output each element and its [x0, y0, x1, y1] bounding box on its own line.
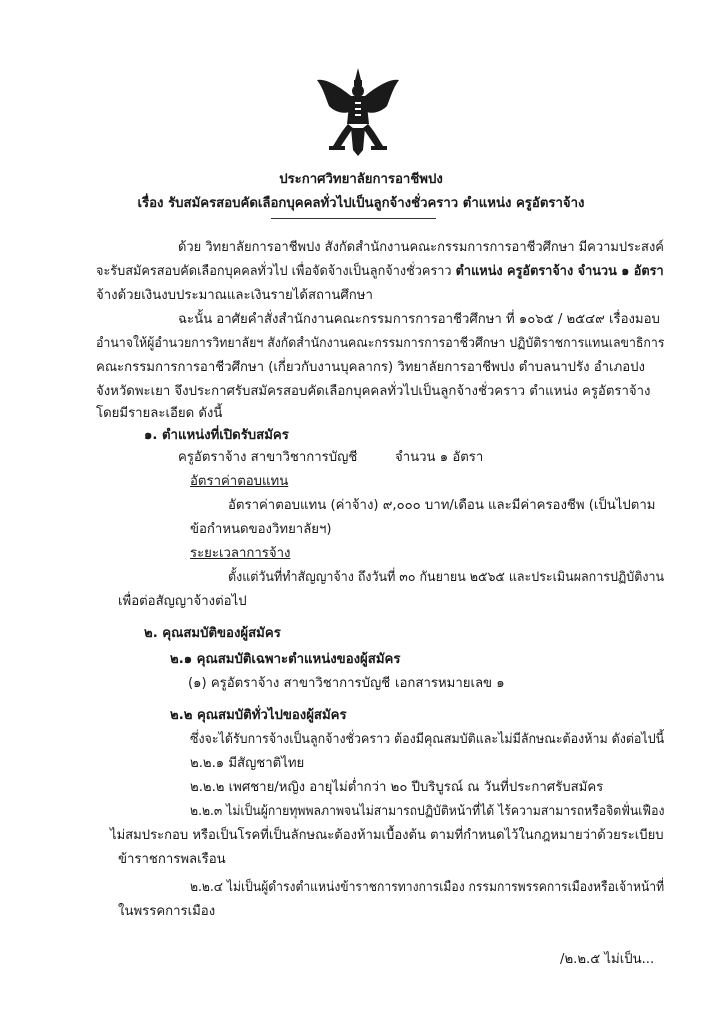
qualification-item-1: ๒.๒.๑ มีสัญชาติไทย [190, 756, 305, 771]
employment-period-line-2: เพื่อต่อสัญญาจ้างต่อไป [118, 594, 247, 609]
pay-rate-title: อัตราค่าตอบแทน [190, 474, 289, 489]
section-2-1-document: เอกสารหมายเลข ๑ [395, 676, 505, 691]
section-2-2-title: ๒.๒ คุณสมบัติทั่วไปของผู้สมัคร [170, 708, 347, 723]
authority-line-2: อำนาจให้ผู้อำนวยการวิทยาลัยฯ สังกัดสำนักงานคณะกรรมการการอาชีวศึกษา ปฏิบัติราชการแทนเลขาธิการ [96, 336, 665, 351]
employment-period-title: ระยะเวลาการจ้าง [190, 546, 291, 561]
position-count: จำนวน ๑ อัตรา [395, 450, 484, 465]
qualification-item-2: ๒.๒.๒ เพศชาย/หญิง อายุไม่ต่ำกว่า ๒๐ ปีบริบูรณ์ ณ วันที่ประกาศรับสมัคร [190, 780, 604, 795]
authority-line-3: คณะกรรมการการอาชีวศึกษา (เกี่ยวกับงานบุคลากร) วิทยาลัยการอาชีพปง ตำบลนาปรัง อำเภอปง [96, 360, 645, 375]
section-2-2-intro: ซึ่งจะได้รับการจ้างเป็นลูกจ้างชั่วคราว ต้องมีคุณสมบัติและไม่มีลักษณะต้องห้าม ดังต่อไปนี้ [190, 732, 665, 747]
title-divider [271, 218, 436, 219]
section-2-heading: ๒. คุณสมบัติของผู้สมัคร [144, 626, 281, 641]
employment-period-line-1: ตั้งแต่วันที่ทำสัญญาจ้าง ถึงวันที่ ๓๐ กันยายน ๒๕๖๕ และประเมินผลการปฏิบัติงาน [228, 570, 665, 585]
announcement-subject: เรื่อง รับสมัครสอบคัดเลือกบุคคลทั่วไปเป็นลูกจ้างชั่วคราว ตำแหน่ง ครูอัตราจ้าง [137, 196, 585, 211]
intro-line-2 [96, 264, 664, 280]
intro-line-2a: จะรับสมัครสอบคัดเลือกบุคคลทั่วไป เพื่อจัดจ้างเป็นลูกจ้างชั่วคราว [96, 264, 452, 279]
garuda-emblem [315, 66, 401, 158]
pay-rate-line-1: อัตราค่าตอบแทน (ค่าจ้าง) ๙,๐๐๐ บาท/เดือน และมีค่าครองชีพ (เป็นไปตาม [228, 498, 656, 513]
section-2-1-title: ๒.๑ คุณสมบัติเฉพาะตำแหน่งของผู้สมัคร [170, 652, 401, 667]
continued-marker: /๒.๒.๕ ไม่เป็น... [560, 952, 655, 967]
qualification-item-3-line-3: ข้าราชการพลเรือน [118, 852, 226, 867]
authority-line-4: จังหวัดพะเยา จึงประกาศรับสมัครสอบคัดเลือกบุคคลทั่วไปเป็นลูกจ้างชั่วคราว ตำแหน่ง ครูอัตราจ้าง [96, 384, 651, 399]
position-name: ครูอัตราจ้าง สาขาวิชาการบัญชี [178, 450, 358, 465]
pay-rate-line-2: ข้อกำหนดของวิทยาลัยฯ) [190, 522, 332, 537]
section-2-1-item: (๑) ครูอัตราจ้าง สาขาวิชาการบัญชี [188, 676, 391, 691]
qualification-item-3-line-2: ไม่สมประกอบ หรือเป็นโรคที่เป็นลักษณะต้องห้ามเบื้องต้น ตามที่กำหนดไว้ในกฎหมายว่าด้วยระเบียบ [110, 828, 664, 843]
intro-line-1: ด้วย วิทยาลัยการอาชีพปง สังกัดสำนักงานคณะกรรมการการอาชีวศึกษา มีความประสงค์ [178, 240, 664, 255]
qualification-item-4-line-2: ในพรรคการเมือง [118, 904, 216, 919]
authority-line-5: โดยมีรายละเอียด ดังนี้ [96, 406, 223, 421]
announcement-title: ประกาศวิทยาลัยการอาชีพปง [279, 172, 443, 187]
intro-line-3: จ้างด้วยเงินงบประมาณและเงินรายได้สถานศึกษา [96, 288, 373, 303]
authority-line-1: ฉะนั้น อาศัยคำสั่งสำนักงานคณะกรรมการการอาชีวศึกษา ที่ ๑๐๖๕ / ๒๕๔๙ เรื่องมอบ [178, 312, 660, 327]
qualification-item-4-line-1: ๒.๒.๔ ไม่เป็นผู้ดำรงตำแหน่งข้าราชการทางการเมือง กรรมการพรรคการเมืองหรือเจ้าหน้าที่ [190, 880, 665, 895]
section-1-heading: ๑. ตำแหน่งที่เปิดรับสมัคร [144, 428, 289, 443]
qualification-item-3-line-1: ๒.๒.๓ ไม่เป็นผู้กายทุพพลภาพจนไม่สามารถปฏิบัติหน้าที่ได้ ไร้ความสามารถหรือจิตฟั่นเฟือง [190, 804, 665, 819]
intro-position-highlight: ตำแหน่ง ครูอัตราจ้าง จำนวน ๑ อัตรา [455, 264, 664, 279]
